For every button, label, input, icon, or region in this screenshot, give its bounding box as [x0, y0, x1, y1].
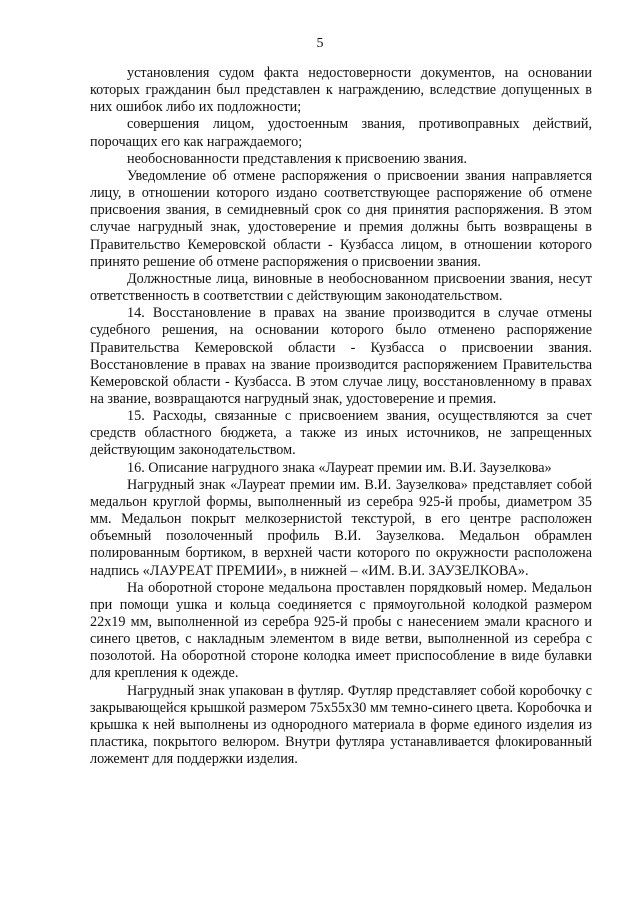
paragraph-revocation-notice: Уведомление об отмене распоряжения о присвоении звания направляется лицу, в отношении которого издано соответствующее распоряжение об отмене присвоения звания, в семидневный срок со дня принятия распоряжения. В этом случае нагрудный знак, удостоверение и премия должны быть возвращены в Правительство Кемеровской области - Кузбасса лицом, в отношении которого принято решение об отмене распоряжения о присвоении звания. — [90, 167, 592, 270]
paragraph-grounds-unlawful-actions: совершения лицом, удостоенным звания, противоправных действий, порочащих его как награждаемого; — [90, 116, 592, 150]
paragraph-officials-responsibility: Должностные лица, виновные в необоснованном присвоении звания, несут ответственность в соответствии с действующим законодательством. — [90, 270, 592, 305]
paragraph-section-14-restoration: 14. Восстановление в правах на звание производится в случае отмены судебного решения, на основании которого было отменено распоряжение Правительства Кемеровской области - Кузбасса о присвоении звания. Восстановление в правах на звание производится распоряжением Правительства Кемеровской области - Кузбасса. В этом случае лицу, восстановленному в правах на звание, возвращаются нагрудный знак, удостоверение и премия. — [90, 305, 592, 407]
paragraph-section-15-expenses: 15. Расходы, связанные с присвоением звания, осуществляются за счет средств областного бюджета, а также из иных источников, не запрещенных действующим законодательством. — [90, 408, 592, 459]
paragraph-badge-reverse: На оборотной стороне медальона проставлен порядковый номер. Медальон при помощи ушка и кольца соединяется с прямоугольной колодкой размером 22x19 мм, выполненной из серебра 925-й пробы с нанесением эмали красного и синего цветов, с накладным элементом в виде ветви, выполненной из серебра с позолотой. На оборотной стороне колодка имеет приспособление в виде булавки для крепления к одежде. — [90, 579, 592, 682]
paragraph-section-16-heading: 16. Описание нагрудного знака «Лауреат премии им. В.И. Заузелкова» — [127, 459, 552, 476]
paragraph-badge-case: Нагрудный знак упакован в футляр. Футляр представляет собой коробочку с закрывающейся крышкой размером 75x55x30 мм темно-синего цвета. Коробочка и крышка к ней выполнены из однородного материала в форме единого изделия из пластика, покрытого велюром. Внутри футляра устанавливается флокированный ложемент для поддержки изделия. — [90, 682, 592, 768]
document-body — [90, 65, 592, 768]
paragraph-grounds-falsified-documents: установления судом факта недостоверности документов, на основании которых гражданин был представлен к награждению, вследствие допущенных в них ошибок либо их подложности; — [90, 65, 592, 116]
paragraph-badge-description: Нагрудный знак «Лауреат премии им. В.И. Заузелкова» представляет собой медальон круглой формы, выполненный из серебра 925-й пробы, диаметром 35 мм. Медальон покрыт мелкозернистой текстурой, в его центре расположен объемный позолоченный профиль В.И. Заузелкова. Медальон обрамлен полированным бортиком, в верхней части которого по окружности расположена надпись «ЛАУРЕАТ ПРЕМИИ», в нижней – «ИМ. В.И. ЗАУЗЕЛКОВА». — [90, 476, 592, 579]
page-number: 5 — [316, 36, 324, 51]
paragraph-grounds-unfounded-nomination: необоснованности представления к присвоению звания. — [127, 150, 468, 167]
